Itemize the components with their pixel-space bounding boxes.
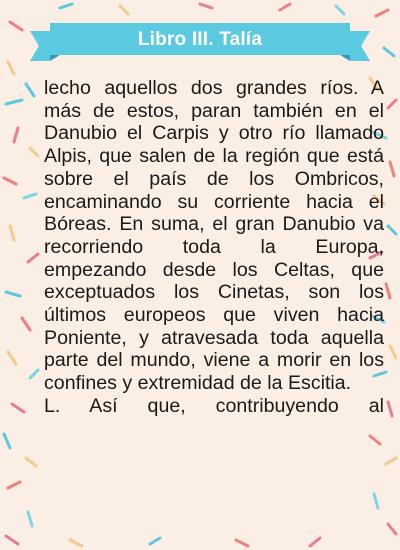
confetti-piece: [384, 48, 394, 56]
confetti-piece: [386, 284, 390, 298]
confetti-piece: [236, 540, 248, 546]
confetti-piece: [200, 4, 212, 8]
confetti-piece: [12, 404, 24, 412]
confetti-piece: [28, 512, 32, 526]
confetti-piece: [8, 482, 20, 488]
confetti-piece: [388, 402, 392, 416]
confetti-piece: [14, 128, 18, 142]
confetti-piece: [10, 22, 22, 30]
ribbon-left-fold: [50, 55, 60, 61]
page-title: Libro III. Talía: [137, 29, 263, 50]
confetti-piece: [4, 434, 10, 448]
chapter-banner: [30, 21, 370, 63]
confetti-piece: [6, 536, 18, 544]
paragraph: lecho aquellos dos grandes ríos. A más de estos, paran también en el Danubio el Carpis y otro río llamado Alpis, que salen de la región que está sobre el país de los Ombricos, encaminando su corriente hacia el Bóreas. En suma, el gran Danubio va recorriendo toda la Europa, empezando desde los Celtas, que exceptuados los Cinetas, son los últimos europeos que viven hacia Poniente, y atravesada toda aquella parte del mundo, viene a morir en los confines y extremidad de la Escitia.: [44, 77, 384, 395]
confetti-piece: [376, 10, 388, 16]
confetti-piece: [370, 436, 380, 444]
confetti-piece: [8, 352, 16, 364]
confetti-piece: [120, 6, 128, 14]
confetti-piece: [22, 318, 30, 330]
confetti-piece: [280, 4, 290, 10]
confetti-piece: [28, 254, 38, 262]
confetti-piece: [150, 538, 160, 544]
confetti-piece: [374, 494, 378, 508]
confetti-piece: [388, 100, 396, 108]
confetti-piece: [386, 458, 396, 464]
confetti-piece: [336, 6, 344, 14]
ribbon-left-tail: [30, 31, 50, 61]
confetti-piece: [26, 84, 34, 96]
document-body: [44, 77, 384, 418]
ribbon-right-fold: [340, 55, 350, 61]
confetti-piece: [390, 162, 394, 176]
confetti-piece: [390, 346, 396, 358]
confetti-piece: [6, 292, 20, 296]
confetti-piece: [30, 370, 38, 378]
confetti-piece: [388, 226, 396, 234]
confetti-piece: [6, 100, 22, 104]
paragraph: L. Así que, contribuyendo al: [44, 394, 384, 417]
ribbon-right-tail: [350, 31, 370, 61]
confetti-piece: [26, 458, 36, 466]
confetti-piece: [30, 148, 38, 156]
confetti-piece: [60, 4, 72, 8]
confetti-piece: [388, 524, 396, 534]
confetti-piece: [8, 62, 14, 74]
confetti-piece: [10, 226, 14, 240]
confetti-piece: [4, 178, 16, 184]
confetti-piece: [24, 194, 36, 198]
confetti-piece: [70, 540, 82, 546]
confetti-piece: [310, 538, 320, 546]
